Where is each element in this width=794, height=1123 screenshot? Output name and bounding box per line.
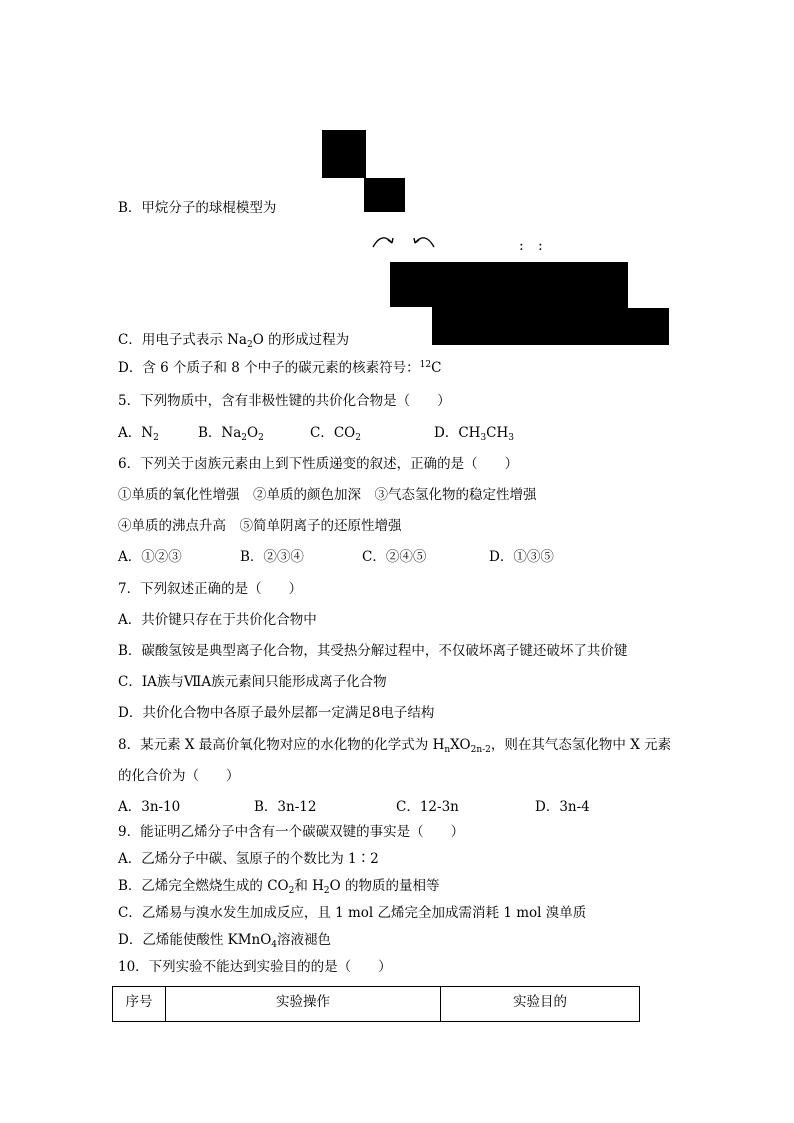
experiment-table <box>112 986 640 1022</box>
column-header-purpose: 实验目的 <box>441 987 640 1022</box>
q7-option-a: A．共价键只存在于共价化合物中 <box>118 612 317 628</box>
electron-dots-1: : <box>519 238 524 254</box>
electron-formula-image-c <box>628 308 669 345</box>
q9-stem: 9．能证明乙烯分子中含有一个碳碳双键的事实是（ ） <box>118 824 465 840</box>
q4-option-c: C．用电子式表示 $Na_2O$ 的形成过程为 <box>118 332 350 350</box>
methane-model-image-bottom <box>364 178 405 212</box>
q9-option-a: A．乙烯分子中碳、氢原子的个数比为 1∶2 <box>118 851 379 867</box>
curved-arrow-right-icon <box>411 233 437 249</box>
q7-stem: 7．下列叙述正确的是（ ） <box>118 581 303 597</box>
q5-options: A．$N_2$ B．$Na_2O_2$ C．$CO_2$ D．$CH_3CH_3$ <box>118 425 515 443</box>
electron-formula-image-a <box>390 262 628 307</box>
q7-option-b: B．碳酸氢铵是典型离子化合物，其受热分解过程中，不仅破坏离子键还破坏了共价键 <box>118 643 628 659</box>
column-header-operation: 实验操作 <box>166 987 441 1022</box>
q5-stem: 5．下列物质中，含有非极性键的共价化合物是（ ） <box>118 393 451 409</box>
q8-options: A．3n-10 B．3n-12 C．12-3n D．3n-4 <box>118 799 590 815</box>
q6-statements-1: ①单质的氧化性增强 ②单质的颜色加深 ③气态氢化物的稳定性增强 <box>118 487 537 503</box>
curved-arrow-left-icon <box>370 233 396 249</box>
column-header-number: 序号 <box>113 987 166 1022</box>
q10-stem: 10．下列实验不能达到实验目的的是（ ） <box>118 959 392 975</box>
q9-option-c: C．乙烯易与溴水发生加成反应，且 1 mol 乙烯完全加成需消耗 1 mol 溴单质 <box>118 905 587 921</box>
q4-option-b: B．甲烷分子的球棍模型为 <box>118 200 277 216</box>
q9-option-d: D．乙烯能使酸性 KMnO$_4$溶液褪色 <box>118 932 332 950</box>
q4-option-d: D．含 6 个质子和 8 个中子的碳元素的核素符号：$^{12}$C <box>118 360 442 376</box>
q8-stem-1: 8．某元素 X 最高价氧化物对应的水化物的化学式为 $H_nXO_{2n-2}$，则在其气态氢化物中 X 元素 <box>118 737 672 755</box>
q8-stem-2: 的化合价为（ ） <box>118 768 240 784</box>
electron-dots-2: : <box>538 238 543 254</box>
q9-option-b: B．乙烯完全燃烧生成的 $CO_2$和 $H_2O$ 的物质的量相等 <box>118 878 440 896</box>
methane-model-image-top <box>322 130 366 178</box>
q6-stem: 6．下列关于卤族元素由上到下性质递变的叙述，正确的是（ ） <box>118 456 519 472</box>
q6-options: A．①②③ B．②③④ C．②④⑤ D．①③⑤ <box>118 549 554 565</box>
table-header-row <box>113 987 640 1022</box>
q7-option-c: C．ⅠA族与ⅦA族元素间只能形成离子化合物 <box>118 674 387 690</box>
q6-statements-2: ④单质的沸点升高 ⑤简单阴离子的还原性增强 <box>118 518 402 534</box>
q7-option-d: D．共价化合物中各原子最外层都一定满足8电子结构 <box>118 705 435 721</box>
electron-formula-image-b <box>432 305 628 345</box>
